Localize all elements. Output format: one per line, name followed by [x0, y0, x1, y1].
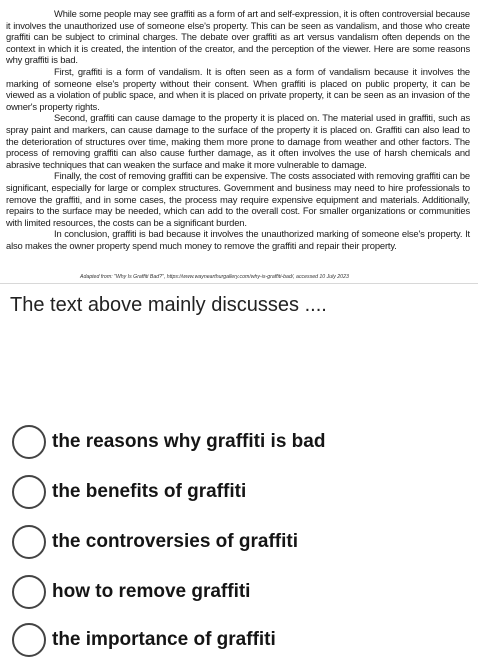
radio-button-icon[interactable] — [12, 475, 46, 509]
radio-button-icon[interactable] — [12, 525, 46, 559]
answer-option-e[interactable] — [12, 622, 472, 658]
answer-option-label: the importance of graffiti — [52, 629, 276, 650]
answer-option-c[interactable] — [12, 524, 472, 560]
answer-option-label: the controversies of graffiti — [52, 531, 298, 552]
answer-option-label: the benefits of graffiti — [52, 481, 247, 502]
answer-option-label: the reasons why graffiti is bad — [52, 431, 326, 452]
answer-option-label: how to remove graffiti — [52, 581, 251, 602]
passage-paragraph-4: Finally, the cost of removing graffiti can be expensive. The costs associated with removing graffiti can be significant, especially for large or complex structures. Government and business may need to hire professionals to remove the graffiti, and in some cases, the process may require expensive equipment and materials. Additionally, repairs to the surface may be needed, which can add to the overall cost. For smaller organizations or communities with limited resources, the costs can be a significant burden. — [6, 170, 470, 228]
answer-option-a[interactable] — [12, 424, 472, 460]
question-text: The text above mainly discusses .... — [10, 294, 327, 316]
passage-paragraph-5: In conclusion, graffiti is bad because it involves the unauthorized marking of someone else's property. It also makes the owner property spend much money to remove the graffiti and repair their property. — [6, 228, 470, 251]
radio-button-icon[interactable] — [12, 425, 46, 459]
passage-paragraph-2: First, graffiti is a form of vandalism. It is often seen as a form of vandalism because it involves the marking of someone else's property without their consent. When graffiti is placed on public property, it can be viewed as a violation of public space, and when it is placed on private property, it can be seen as an invasion of the owner's property rights. — [6, 65, 470, 112]
radio-button-icon[interactable] — [12, 575, 46, 609]
reading-passage — [6, 8, 470, 251]
passage-paragraph-1: While some people may see graffiti as a form of art and self-expression, it is often controversial because it involves the unauthorized use of someone else's property. This can be seen as vandalism, and those who create graffiti can be subject to criminal charges. The debate over graffiti as art versus vandalism often depends on the context in which it is created, the intention of the creator, and the perception of the viewer. Here are some reasons why graffiti is bad. — [6, 8, 470, 66]
answer-option-b[interactable] — [12, 474, 472, 510]
passage-paragraph-3: Second, graffiti can cause damage to the property it is placed on. The material used in graffiti, such as spray paint and markers, can cause damage to the surface of the property it is placed on. Graffiti can also lead to the deterioration of structures over time, making them more prone to damage from weather and other factors. The process of removing graffiti can also cause further damage, as it often involves the use of harsh chemicals and abrasive techniques that can weaken the surface and make it more vulnerable to damage. — [6, 112, 470, 170]
radio-button-icon[interactable] — [12, 623, 46, 657]
answer-option-d[interactable] — [12, 574, 472, 610]
source-citation: Adapted from: "Why Is Graffiti Bad?", https://www.waynearthurgallery.com/why-is-graffiti-bad/, accessed 10 July 2023 — [80, 274, 349, 280]
divider — [0, 283, 478, 284]
